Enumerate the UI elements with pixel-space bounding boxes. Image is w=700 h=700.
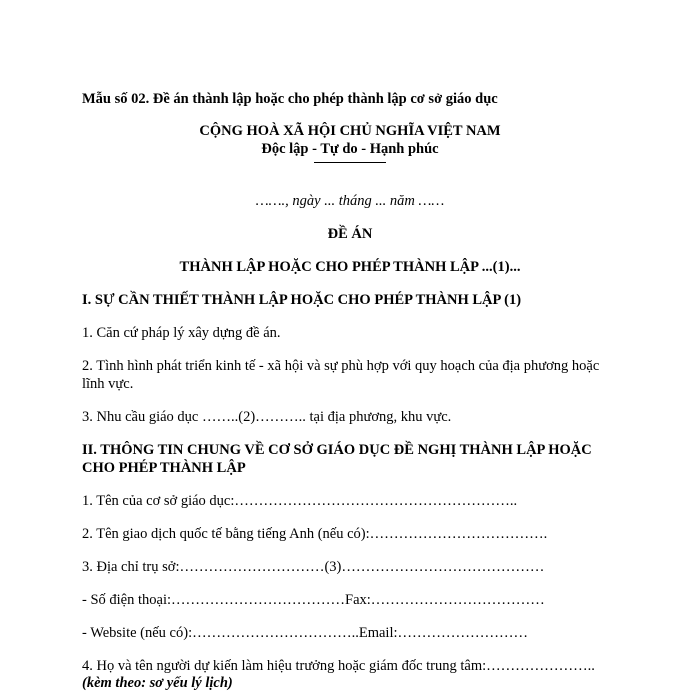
section-2-item: 1. Tên của cơ sở giáo dục:………………………………………………….. [82, 493, 518, 509]
section-1-item: 3. Nhu cầu giáo dục ……..(2)……….. tại địa phương, khu vực. [82, 409, 452, 425]
country-name: CỘNG HOÀ XÃ HỘI CHỦ NGHĨA VIỆT NAM [199, 123, 501, 139]
section-2-item: - Website (nếu có):……………………………..Email:……………………… [82, 625, 529, 641]
document-title: ĐỀ ÁN [327, 226, 373, 242]
section-2-item: - Số điện thoại:………………………………Fax:……………………………… [82, 592, 545, 608]
section-2-heading: II. THÔNG TIN CHUNG VỀ CƠ SỞ GIÁO DỤC ĐỀ NGHỊ THÀNH LẬP HOẶC CHO PHÉP THÀNH LẬP [82, 442, 592, 476]
section-1-item: 1. Căn cứ pháp lý xây dựng đề án. [82, 325, 281, 341]
document-subtitle: THÀNH LẬP HOẶC CHO PHÉP THÀNH LẬP ...(1)... [179, 259, 521, 275]
date-line: ……., ngày ... tháng ... năm …… [255, 193, 445, 209]
motto-underline [314, 162, 386, 163]
form-label: Mẫu số 02. Đề án thành lập hoặc cho phép thành lập cơ sở giáo dục [82, 91, 498, 107]
section-2-item: 2. Tên giao dịch quốc tế bằng tiếng Anh (nếu có):………………………………. [82, 526, 548, 542]
section-2-item: 3. Địa chỉ trụ sở:…………………………(3)…………………………………… [82, 559, 545, 575]
section-1-item: 2. Tình hình phát triển kinh tế - xã hội và sự phù hợp với quy hoạch của địa phương hoặc lĩnh vực. [82, 358, 600, 392]
section-1-heading: I. SỰ CẦN THIẾT THÀNH LẬP HOẶC CHO PHÉP THÀNH LẬP (1) [82, 292, 522, 308]
national-motto: Độc lập - Tự do - Hạnh phúc [261, 141, 439, 157]
section-2-note: (kèm theo: sơ yếu lý lịch) [82, 675, 233, 691]
section-2-item: 4. Họ và tên người dự kiến làm hiệu trưởng hoặc giám đốc trung tâm:………………….. [82, 658, 595, 674]
